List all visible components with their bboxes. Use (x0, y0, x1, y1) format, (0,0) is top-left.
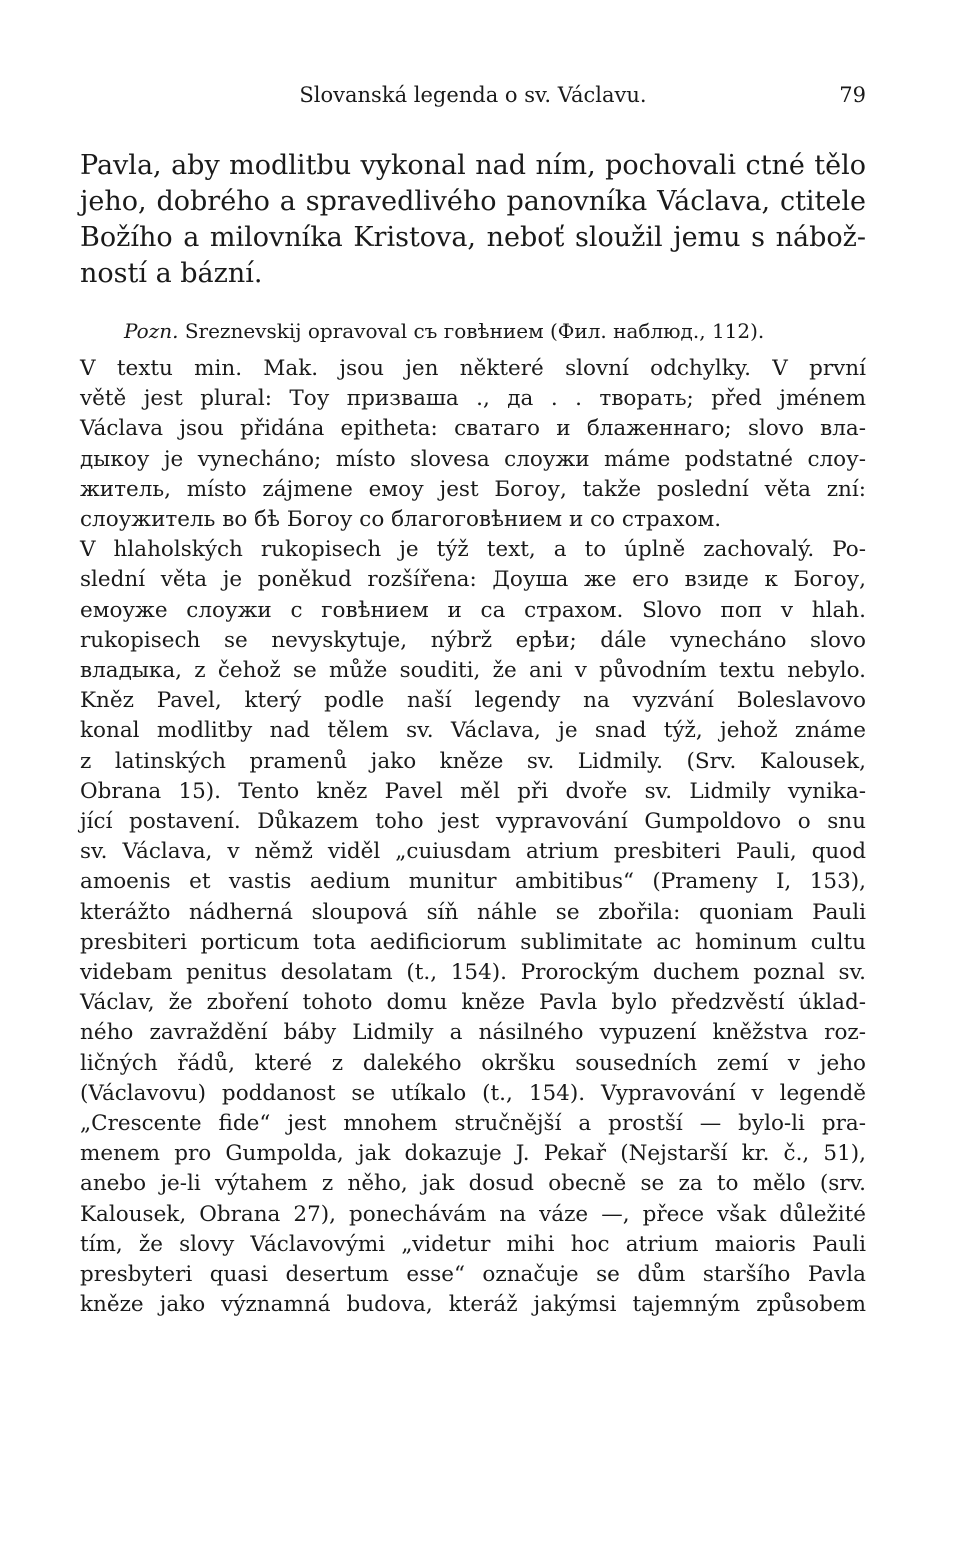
note-line: житель, místo zájmene емоу jest Богоу, takže poslední věta zní: (80, 476, 866, 502)
note-line: Václav, že zboření tohoto domu kněze Pavla bylo předzvěstí úklad- (80, 990, 866, 1016)
page-number: 79 (839, 83, 866, 107)
note-line: Obrana 15). Tento kněz Pavel měl při dvoře sv. Lidmily vynika- (80, 778, 866, 804)
note-line: V hlaholských rukopisech je týž text, a to úplně zachovalý. Po- (80, 537, 866, 563)
note-line: ného zavraždění báby Lidmily a násilného vypuzení kněžstva roz- (80, 1020, 866, 1046)
page (80, 80, 866, 1321)
main-line: ností a bázní. (80, 258, 263, 289)
note-line: слоужитель во бѣ Богоу со благоговѣнием и со страхом. (80, 507, 722, 533)
note-line: amoenis et vastis aedium munitur ambitibus“ (Prameny I, 153), (80, 869, 866, 895)
note-line: kterážto nádherná sloupová síň náhle se zbořila: quoniam Pauli (80, 899, 866, 925)
note-body (80, 354, 866, 1321)
note-line: anebo je-li výtahem z něho, jak dosud obecně se za to mělo (srv. (80, 1171, 866, 1197)
note-line: presbiteri porticum tota aedificiorum sublimitate ac hominum cultu (80, 929, 866, 955)
note-heading (124, 316, 866, 346)
note-label-text: Sreznevskij opravoval съ говѣнием (Фил. наблюд., 112). (178, 319, 765, 343)
note-line: емоуже слоужи с говѣнием и са страхом. Slovo поп v hlah. (80, 597, 866, 623)
note-line: владыка, z čehož se může souditi, že ani v původním textu nebylo. (80, 658, 866, 684)
main-line: jeho, dobrého a spravedlivého panovníka Václava, ctitele (80, 186, 866, 217)
note-line: (Václavovu) poddanost se utíkalo (t., 154). Vypravování v legendě (80, 1080, 866, 1106)
main-line: Božího a milovníka Kristova, neboť sloužil jemu s nábož- (80, 222, 866, 253)
note-line: „Crescente fide“ jest mnohem stručnější a prostší — bylo-li pra- (80, 1111, 866, 1137)
note-line: sv. Václava, v němž viděl „cuiusdam atrium presbiteri Pauli, quod (80, 839, 866, 865)
main-line: Pavla, aby modlitbu vykonal nad ním, pochovali ctné tělo (80, 150, 866, 181)
page-header (80, 80, 866, 110)
note-line: videbam penitus desolatam (t., 154). Prorockým duchem poznal sv. (80, 960, 866, 986)
note-label: Pozn. (124, 319, 179, 343)
note-line: дыкоу je vynecháno; místo slovesa слоужи máme podstatné слоу- (80, 446, 866, 472)
main-paragraph (80, 148, 866, 292)
note-line: Václava jsou přidána epitheta: сватаго и блаженнаго; slovo вла- (80, 416, 866, 442)
note-line: V textu min. Mak. jsou jen některé slovní odchylky. V první (80, 356, 866, 381)
note-line: menem pro Gumpolda, jak dokazuje J. Pekař (Nejstarší kr. č., 51), (80, 1141, 866, 1167)
note-line: tím, že slovy Václavovými „videtur mihi hoc atrium maioris Pauli (80, 1231, 866, 1257)
note-line: větě jest plural: Тоу призваша ., да . . творать; před jménem (80, 386, 866, 412)
note-line: z latinských pramenů jako kněze sv. Lidmily. (Srv. Kalousek, (80, 748, 866, 774)
note-line: ličných řádů, které z dalekého okršku sousedních zemí v jeho (80, 1050, 866, 1076)
note-line: jící postavení. Důkazem toho jest vypravování Gumpoldovo o snu (80, 809, 866, 835)
note-line: kněze jako významná budova, kteráž jakýmsi tajemným způsobem (80, 1292, 866, 1318)
note-line: konal modlitby nad tělem sv. Václava, je snad týž, jehož známe (80, 718, 866, 744)
running-head: Slovanská legenda o sv. Václavu. (299, 83, 647, 107)
note-line: Kalousek, Obrana 27), ponechávám na váze —, přece však důležité (80, 1201, 866, 1227)
note-line: presbyteri quasi desertum esse“ označuje se dům staršího Pavla (80, 1262, 866, 1288)
note-line: slední věta je poněkud rozšířena: Доуша же его взиде к Богоу, (80, 567, 866, 593)
note-line: Kněz Pavel, který podle naší legendy na vyzvání Boleslavovo (80, 688, 866, 714)
note-line: rukopisech se nevyskytuje, nýbrž ерѣи; dále vynecháno slovo (80, 627, 866, 653)
